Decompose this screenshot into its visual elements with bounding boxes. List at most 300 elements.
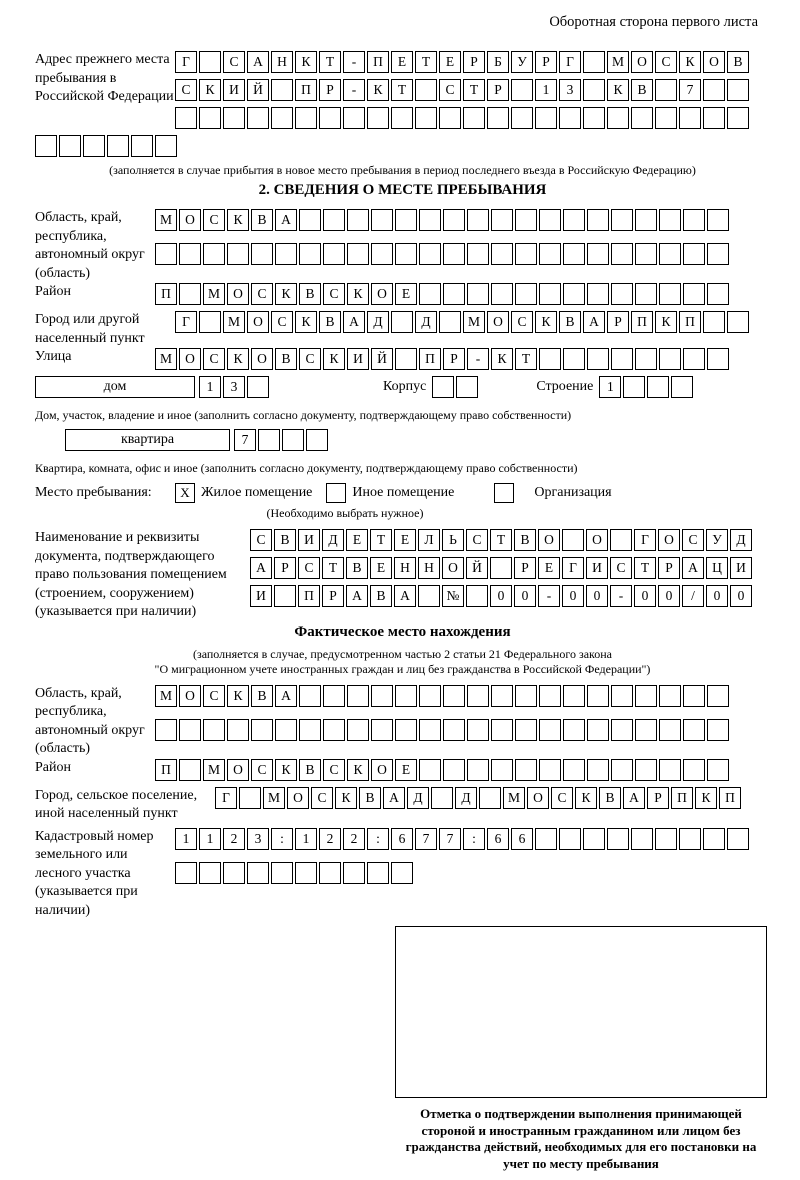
city-cells[interactable] [175, 311, 751, 333]
char-cell[interactable] [611, 719, 633, 741]
char-cell[interactable]: В [251, 209, 273, 231]
char-cell[interactable]: М [223, 311, 245, 333]
char-cell[interactable]: № [442, 585, 464, 607]
char-cell[interactable]: - [343, 51, 365, 73]
char-cell[interactable] [515, 243, 537, 265]
char-cell[interactable]: В [346, 557, 368, 579]
char-cell[interactable]: О [527, 787, 549, 809]
char-cell[interactable]: С [251, 759, 273, 781]
char-cell[interactable]: Ц [706, 557, 728, 579]
char-cell[interactable]: Л [418, 529, 440, 551]
char-cell[interactable] [515, 685, 537, 707]
char-cell[interactable]: 6 [511, 828, 533, 850]
char-cell[interactable]: К [275, 283, 297, 305]
char-cell[interactable] [635, 243, 657, 265]
char-cell[interactable] [295, 107, 317, 129]
char-cell[interactable] [491, 209, 513, 231]
char-cell[interactable]: Е [395, 283, 417, 305]
char-cell[interactable] [707, 243, 729, 265]
char-cell[interactable]: - [538, 585, 560, 607]
char-cell[interactable] [611, 243, 633, 265]
char-cell[interactable]: О [371, 759, 393, 781]
char-cell[interactable] [487, 107, 509, 129]
char-cell[interactable] [587, 719, 609, 741]
char-cell[interactable] [655, 828, 677, 850]
char-cell[interactable] [371, 719, 393, 741]
char-cell[interactable] [203, 719, 225, 741]
char-cell[interactable] [683, 719, 705, 741]
char-cell[interactable]: / [682, 585, 704, 607]
char-cell[interactable]: 1 [295, 828, 317, 850]
char-cell[interactable] [463, 107, 485, 129]
char-cell[interactable] [635, 719, 657, 741]
char-cell[interactable]: А [623, 787, 645, 809]
char-cell[interactable]: 7 [234, 429, 256, 451]
char-cell[interactable] [323, 243, 345, 265]
char-cell[interactable] [563, 283, 585, 305]
char-cell[interactable] [539, 348, 561, 370]
char-cell[interactable]: Д [415, 311, 437, 333]
char-cell[interactable] [563, 243, 585, 265]
char-cell[interactable]: Е [395, 759, 417, 781]
char-cell[interactable]: В [299, 283, 321, 305]
char-cell[interactable]: Т [319, 51, 341, 73]
char-cell[interactable]: С [323, 283, 345, 305]
char-cell[interactable]: 1 [175, 828, 197, 850]
char-cell[interactable] [223, 107, 245, 129]
char-cell[interactable] [323, 719, 345, 741]
char-cell[interactable]: К [535, 311, 557, 333]
char-cell[interactable]: У [706, 529, 728, 551]
char-cell[interactable]: М [263, 787, 285, 809]
char-cell[interactable]: У [511, 51, 533, 73]
char-cell[interactable]: К [347, 283, 369, 305]
char-cell[interactable]: Р [322, 585, 344, 607]
char-cell[interactable] [395, 243, 417, 265]
char-cell[interactable]: С [311, 787, 333, 809]
char-cell[interactable]: Т [415, 51, 437, 73]
char-cell[interactable]: Г [175, 51, 197, 73]
char-cell[interactable]: К [199, 79, 221, 101]
char-cell[interactable] [203, 243, 225, 265]
char-cell[interactable]: О [371, 283, 393, 305]
char-cell[interactable] [535, 107, 557, 129]
char-cell[interactable] [415, 79, 437, 101]
char-cell[interactable]: О [227, 283, 249, 305]
char-cell[interactable] [679, 107, 701, 129]
char-cell[interactable]: 7 [415, 828, 437, 850]
char-cell[interactable] [539, 759, 561, 781]
char-cell[interactable] [467, 719, 489, 741]
char-cell[interactable]: К [347, 759, 369, 781]
char-cell[interactable]: 0 [586, 585, 608, 607]
char-cell[interactable] [539, 209, 561, 231]
char-cell[interactable] [511, 107, 533, 129]
char-cell[interactable]: 0 [706, 585, 728, 607]
char-cell[interactable]: В [370, 585, 392, 607]
char-cell[interactable] [635, 209, 657, 231]
document-line3[interactable] [250, 585, 754, 607]
char-cell[interactable]: Г [215, 787, 237, 809]
char-cell[interactable] [247, 107, 269, 129]
char-cell[interactable] [299, 209, 321, 231]
char-cell[interactable] [587, 348, 609, 370]
char-cell[interactable]: К [655, 311, 677, 333]
char-cell[interactable] [611, 209, 633, 231]
char-cell[interactable] [199, 862, 221, 884]
checkbox-other-premises[interactable] [326, 483, 346, 503]
char-cell[interactable] [391, 862, 413, 884]
region-line2[interactable] [155, 243, 731, 265]
char-cell[interactable]: А [250, 557, 272, 579]
char-cell[interactable] [515, 283, 537, 305]
char-cell[interactable]: В [319, 311, 341, 333]
char-cell[interactable] [274, 585, 296, 607]
char-cell[interactable]: Н [418, 557, 440, 579]
char-cell[interactable] [467, 209, 489, 231]
char-cell[interactable]: О [247, 311, 269, 333]
char-cell[interactable]: О [179, 685, 201, 707]
char-cell[interactable]: Р [647, 787, 669, 809]
char-cell[interactable]: С [223, 51, 245, 73]
char-cell[interactable]: П [295, 79, 317, 101]
char-cell[interactable] [631, 107, 653, 129]
char-cell[interactable]: И [586, 557, 608, 579]
char-cell[interactable]: В [275, 348, 297, 370]
char-cell[interactable] [659, 283, 681, 305]
char-cell[interactable]: К [227, 685, 249, 707]
char-cell[interactable] [347, 243, 369, 265]
char-cell[interactable]: О [251, 348, 273, 370]
char-cell[interactable]: 7 [679, 79, 701, 101]
char-cell[interactable] [323, 685, 345, 707]
char-cell[interactable] [479, 787, 501, 809]
char-cell[interactable]: А [383, 787, 405, 809]
char-cell[interactable] [611, 283, 633, 305]
char-cell[interactable] [343, 862, 365, 884]
checkbox-organization[interactable] [494, 483, 514, 503]
char-cell[interactable]: 0 [730, 585, 752, 607]
char-cell[interactable]: Б [487, 51, 509, 73]
char-cell[interactable] [467, 685, 489, 707]
char-cell[interactable] [490, 557, 512, 579]
char-cell[interactable] [175, 862, 197, 884]
char-cell[interactable] [299, 243, 321, 265]
char-cell[interactable] [239, 787, 261, 809]
char-cell[interactable]: В [274, 529, 296, 551]
char-cell[interactable]: К [367, 79, 389, 101]
char-cell[interactable]: К [275, 759, 297, 781]
char-cell[interactable] [251, 719, 273, 741]
char-cell[interactable]: К [227, 348, 249, 370]
char-cell[interactable] [347, 209, 369, 231]
char-cell[interactable] [659, 685, 681, 707]
char-cell[interactable]: А [275, 685, 297, 707]
char-cell[interactable] [319, 862, 341, 884]
char-cell[interactable] [175, 107, 197, 129]
char-cell[interactable]: А [343, 311, 365, 333]
document-line1[interactable] [250, 529, 754, 551]
char-cell[interactable]: 0 [514, 585, 536, 607]
char-cell[interactable]: К [295, 51, 317, 73]
char-cell[interactable]: К [295, 311, 317, 333]
char-cell[interactable] [583, 107, 605, 129]
char-cell[interactable] [679, 828, 701, 850]
char-cell[interactable]: Т [463, 79, 485, 101]
char-cell[interactable]: М [463, 311, 485, 333]
char-cell[interactable]: К [335, 787, 357, 809]
char-cell[interactable] [347, 685, 369, 707]
char-cell[interactable] [559, 107, 581, 129]
char-cell[interactable]: Д [730, 529, 752, 551]
char-cell[interactable]: Р [514, 557, 536, 579]
prev-address-line1[interactable] [175, 51, 751, 73]
char-cell[interactable]: Г [175, 311, 197, 333]
char-cell[interactable]: И [347, 348, 369, 370]
char-cell[interactable] [491, 685, 513, 707]
char-cell[interactable]: 0 [658, 585, 680, 607]
char-cell[interactable] [251, 243, 273, 265]
char-cell[interactable]: С [298, 557, 320, 579]
char-cell[interactable] [683, 759, 705, 781]
char-cell[interactable] [659, 209, 681, 231]
prev-address-line4[interactable] [35, 135, 770, 157]
char-cell[interactable] [443, 283, 465, 305]
char-cell[interactable]: Т [634, 557, 656, 579]
char-cell[interactable] [683, 243, 705, 265]
char-cell[interactable]: С [203, 209, 225, 231]
prev-address-line3[interactable] [175, 107, 751, 129]
char-cell[interactable] [635, 283, 657, 305]
char-cell[interactable]: Р [658, 557, 680, 579]
char-cell[interactable] [419, 759, 441, 781]
char-cell[interactable] [535, 828, 557, 850]
char-cell[interactable] [703, 828, 725, 850]
char-cell[interactable]: О [703, 51, 725, 73]
char-cell[interactable]: И [298, 529, 320, 551]
char-cell[interactable] [491, 759, 513, 781]
district-2-cells[interactable] [155, 759, 731, 781]
char-cell[interactable] [635, 759, 657, 781]
char-cell[interactable] [659, 243, 681, 265]
char-cell[interactable]: Г [559, 51, 581, 73]
char-cell[interactable]: Е [538, 557, 560, 579]
char-cell[interactable] [563, 719, 585, 741]
char-cell[interactable]: П [298, 585, 320, 607]
char-cell[interactable]: С [250, 529, 272, 551]
char-cell[interactable]: 6 [391, 828, 413, 850]
char-cell[interactable]: Р [274, 557, 296, 579]
char-cell[interactable] [419, 243, 441, 265]
char-cell[interactable] [563, 209, 585, 231]
char-cell[interactable] [395, 209, 417, 231]
char-cell[interactable] [418, 585, 440, 607]
char-cell[interactable]: Р [443, 348, 465, 370]
char-cell[interactable]: : [367, 828, 389, 850]
char-cell[interactable] [343, 107, 365, 129]
char-cell[interactable] [439, 311, 461, 333]
char-cell[interactable] [647, 376, 669, 398]
char-cell[interactable]: С [323, 759, 345, 781]
char-cell[interactable] [432, 376, 454, 398]
char-cell[interactable] [587, 209, 609, 231]
char-cell[interactable] [539, 243, 561, 265]
char-cell[interactable]: : [463, 828, 485, 850]
char-cell[interactable] [707, 685, 729, 707]
char-cell[interactable] [607, 828, 629, 850]
char-cell[interactable]: А [583, 311, 605, 333]
char-cell[interactable]: С [299, 348, 321, 370]
char-cell[interactable] [282, 429, 304, 451]
char-cell[interactable] [323, 209, 345, 231]
char-cell[interactable] [371, 685, 393, 707]
char-cell[interactable] [511, 79, 533, 101]
char-cell[interactable]: Р [607, 311, 629, 333]
char-cell[interactable] [179, 759, 201, 781]
char-cell[interactable] [515, 719, 537, 741]
char-cell[interactable]: 0 [562, 585, 584, 607]
char-cell[interactable] [155, 719, 177, 741]
prev-address-line2[interactable] [175, 79, 751, 101]
char-cell[interactable]: О [631, 51, 653, 73]
char-cell[interactable] [635, 685, 657, 707]
char-cell[interactable] [655, 79, 677, 101]
char-cell[interactable] [131, 135, 153, 157]
char-cell[interactable] [155, 243, 177, 265]
char-cell[interactable] [467, 283, 489, 305]
char-cell[interactable] [247, 376, 269, 398]
char-cell[interactable] [703, 107, 725, 129]
char-cell[interactable] [515, 209, 537, 231]
char-cell[interactable]: Р [319, 79, 341, 101]
street-cells[interactable] [155, 348, 731, 370]
char-cell[interactable]: О [227, 759, 249, 781]
char-cell[interactable]: 0 [490, 585, 512, 607]
char-cell[interactable] [727, 311, 749, 333]
char-cell[interactable] [491, 283, 513, 305]
char-cell[interactable]: В [599, 787, 621, 809]
char-cell[interactable]: К [227, 209, 249, 231]
char-cell[interactable]: В [727, 51, 749, 73]
char-cell[interactable]: Р [535, 51, 557, 73]
char-cell[interactable] [431, 787, 453, 809]
char-cell[interactable] [659, 759, 681, 781]
char-cell[interactable] [419, 209, 441, 231]
char-cell[interactable] [727, 107, 749, 129]
char-cell[interactable] [727, 79, 749, 101]
house-number-cells[interactable] [199, 376, 271, 398]
char-cell[interactable] [515, 759, 537, 781]
char-cell[interactable] [491, 243, 513, 265]
region-line1[interactable] [155, 209, 731, 231]
char-cell[interactable] [155, 135, 177, 157]
char-cell[interactable]: Й [466, 557, 488, 579]
char-cell[interactable]: О [487, 311, 509, 333]
char-cell[interactable]: : [271, 828, 293, 850]
char-cell[interactable]: А [247, 51, 269, 73]
char-cell[interactable]: И [223, 79, 245, 101]
char-cell[interactable]: К [695, 787, 717, 809]
char-cell[interactable]: К [679, 51, 701, 73]
char-cell[interactable] [563, 348, 585, 370]
char-cell[interactable] [258, 429, 280, 451]
char-cell[interactable] [391, 107, 413, 129]
char-cell[interactable] [443, 685, 465, 707]
char-cell[interactable]: Е [439, 51, 461, 73]
char-cell[interactable]: Е [346, 529, 368, 551]
char-cell[interactable]: Д [322, 529, 344, 551]
char-cell[interactable] [443, 719, 465, 741]
char-cell[interactable]: В [359, 787, 381, 809]
char-cell[interactable]: - [467, 348, 489, 370]
char-cell[interactable] [583, 79, 605, 101]
char-cell[interactable]: 2 [223, 828, 245, 850]
char-cell[interactable]: О [586, 529, 608, 551]
char-cell[interactable] [683, 283, 705, 305]
char-cell[interactable]: А [275, 209, 297, 231]
char-cell[interactable] [703, 311, 725, 333]
char-cell[interactable] [107, 135, 129, 157]
char-cell[interactable] [671, 376, 693, 398]
char-cell[interactable] [563, 759, 585, 781]
char-cell[interactable] [275, 719, 297, 741]
char-cell[interactable] [199, 51, 221, 73]
char-cell[interactable]: Й [247, 79, 269, 101]
char-cell[interactable]: Т [515, 348, 537, 370]
char-cell[interactable]: О [538, 529, 560, 551]
char-cell[interactable]: Е [394, 529, 416, 551]
char-cell[interactable] [539, 719, 561, 741]
char-cell[interactable] [587, 283, 609, 305]
char-cell[interactable]: С [271, 311, 293, 333]
char-cell[interactable]: Д [407, 787, 429, 809]
char-cell[interactable]: С [511, 311, 533, 333]
cadastral-line1[interactable] [175, 828, 751, 850]
char-cell[interactable]: Т [490, 529, 512, 551]
char-cell[interactable] [299, 719, 321, 741]
char-cell[interactable]: - [343, 79, 365, 101]
char-cell[interactable] [59, 135, 81, 157]
char-cell[interactable] [562, 529, 584, 551]
char-cell[interactable] [623, 376, 645, 398]
char-cell[interactable]: К [575, 787, 597, 809]
char-cell[interactable]: 0 [634, 585, 656, 607]
char-cell[interactable]: П [155, 759, 177, 781]
char-cell[interactable] [347, 719, 369, 741]
char-cell[interactable] [227, 243, 249, 265]
char-cell[interactable]: В [251, 685, 273, 707]
char-cell[interactable] [367, 107, 389, 129]
char-cell[interactable]: 1 [199, 376, 221, 398]
char-cell[interactable] [456, 376, 478, 398]
char-cell[interactable]: Н [394, 557, 416, 579]
char-cell[interactable] [583, 51, 605, 73]
char-cell[interactable]: 2 [343, 828, 365, 850]
char-cell[interactable]: В [514, 529, 536, 551]
char-cell[interactable] [395, 719, 417, 741]
char-cell[interactable]: В [559, 311, 581, 333]
region-2-line2[interactable] [155, 719, 731, 741]
char-cell[interactable]: 1 [199, 828, 221, 850]
char-cell[interactable]: 7 [439, 828, 461, 850]
char-cell[interactable] [179, 719, 201, 741]
char-cell[interactable]: С [439, 79, 461, 101]
char-cell[interactable]: 2 [319, 828, 341, 850]
char-cell[interactable] [607, 107, 629, 129]
char-cell[interactable] [227, 719, 249, 741]
char-cell[interactable] [439, 107, 461, 129]
char-cell[interactable] [467, 759, 489, 781]
